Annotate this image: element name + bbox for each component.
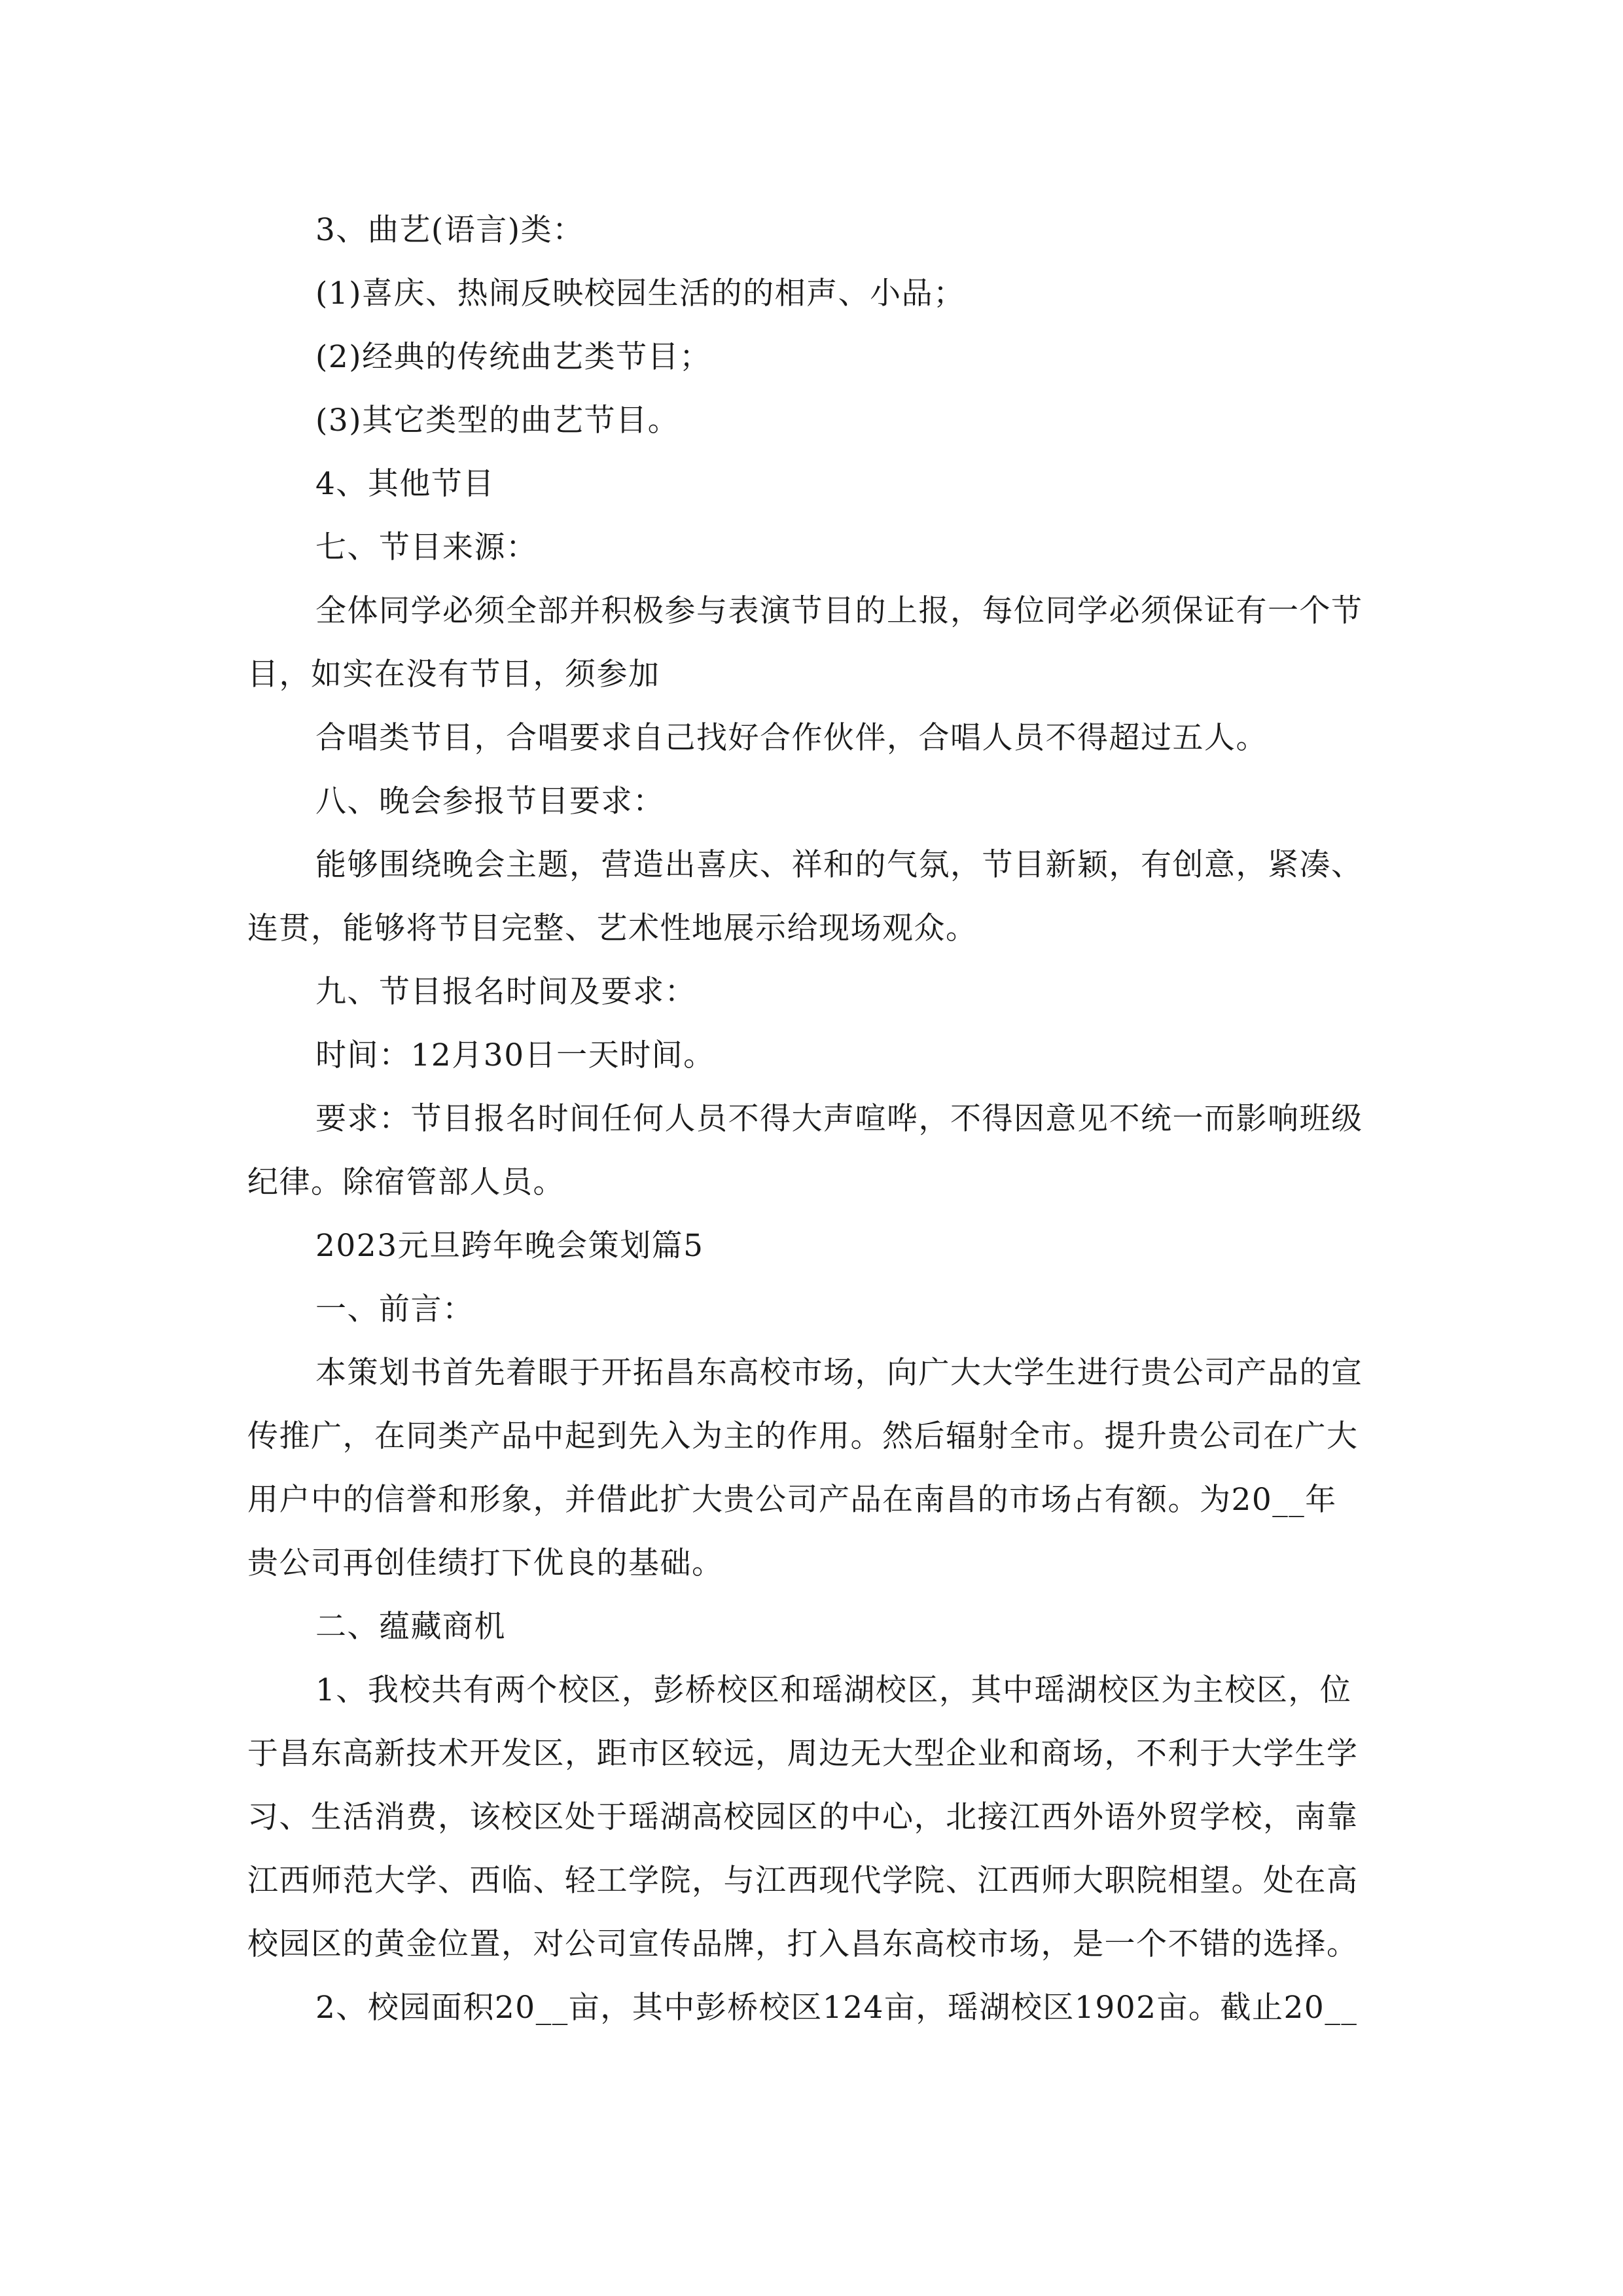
text-line: 本策划书首先着眼于开拓昌东高校市场，向广大大学生进行贵公司产品的宣 <box>315 1355 1363 1391</box>
text-line: 2、校园面积20__亩，其中彭桥校区124亩，瑶湖校区1902亩。截止20__ <box>315 1990 1358 2026</box>
section-heading: 一、前言： <box>315 1291 474 1327</box>
text-line: 要求：节目报名时间任何人员不得大声喧哗，不得因意见不统一而影响班级 <box>315 1101 1363 1137</box>
section-heading: 八、晚会参报节目要求： <box>315 783 665 819</box>
text-line: 习、生活消费，该校区处于瑶湖高校园区的中心，北接江西外语外贸学校，南靠 <box>247 1799 1359 1835</box>
text-line: (3)其它类型的曲艺节目。 <box>315 403 680 439</box>
text-line: (1)喜庆、热闹反映校园生活的的相声、小品； <box>315 276 965 312</box>
section-heading: 九、节目报名时间及要求： <box>315 974 696 1010</box>
section-heading: 七、节目来源： <box>315 529 538 565</box>
text-line: 于昌东高新技术开发区，距市区较远，周边无大型企业和商场，不利于大学生学 <box>247 1736 1359 1772</box>
section-heading: 二、蕴藏商机 <box>315 1609 506 1645</box>
text-line: 全体同学必须全部并积极参与表演节目的上报，每位同学必须保证有一个节 <box>315 593 1363 629</box>
text-line: 1、我校共有两个校区，彭桥校区和瑶湖校区，其中瑶湖校区为主校区，位 <box>315 1672 1352 1708</box>
text-line: 纪律。除宿管部人员。 <box>247 1164 565 1200</box>
text-line: 贵公司再创佳绩打下优良的基础。 <box>247 1545 724 1581</box>
text-line: 江西师范大学、西临、轻工学院，与江西现代学院、江西师大职院相望。处在高 <box>247 1863 1359 1899</box>
text-line: 4、其他节目 <box>315 466 495 502</box>
text-line: 能够围绕晚会主题，营造出喜庆、祥和的气氛，节目新颖，有创意，紧凑、 <box>315 847 1363 883</box>
text-line: 合唱类节目，合唱要求自己找好合作伙伴，合唱人员不得超过五人。 <box>315 720 1268 756</box>
text-line: 3、曲艺(语言)类： <box>315 212 584 248</box>
text-line: 校园区的黄金位置，对公司宣传品牌，打入昌东高校市场，是一个不错的选择。 <box>247 1926 1359 1962</box>
text-line: 用户中的信誉和形象，并借此扩大贵公司产品在南昌的市场占有额。为20__年 <box>247 1482 1337 1518</box>
text-line: 传推广，在同类产品中起到先入为主的作用。然后辐射全市。提升贵公司在广大 <box>247 1418 1359 1454</box>
text-line: 目，如实在没有节目，须参加 <box>247 656 660 692</box>
text-line: 连贯，能够将节目完整、艺术性地展示给现场观众。 <box>247 910 978 946</box>
text-line: 时间：12月30日一天时间。 <box>315 1037 715 1073</box>
text-line: (2)经典的传统曲艺类节目； <box>315 339 711 375</box>
article-title: 2023元旦跨年晚会策划篇5 <box>315 1228 704 1264</box>
